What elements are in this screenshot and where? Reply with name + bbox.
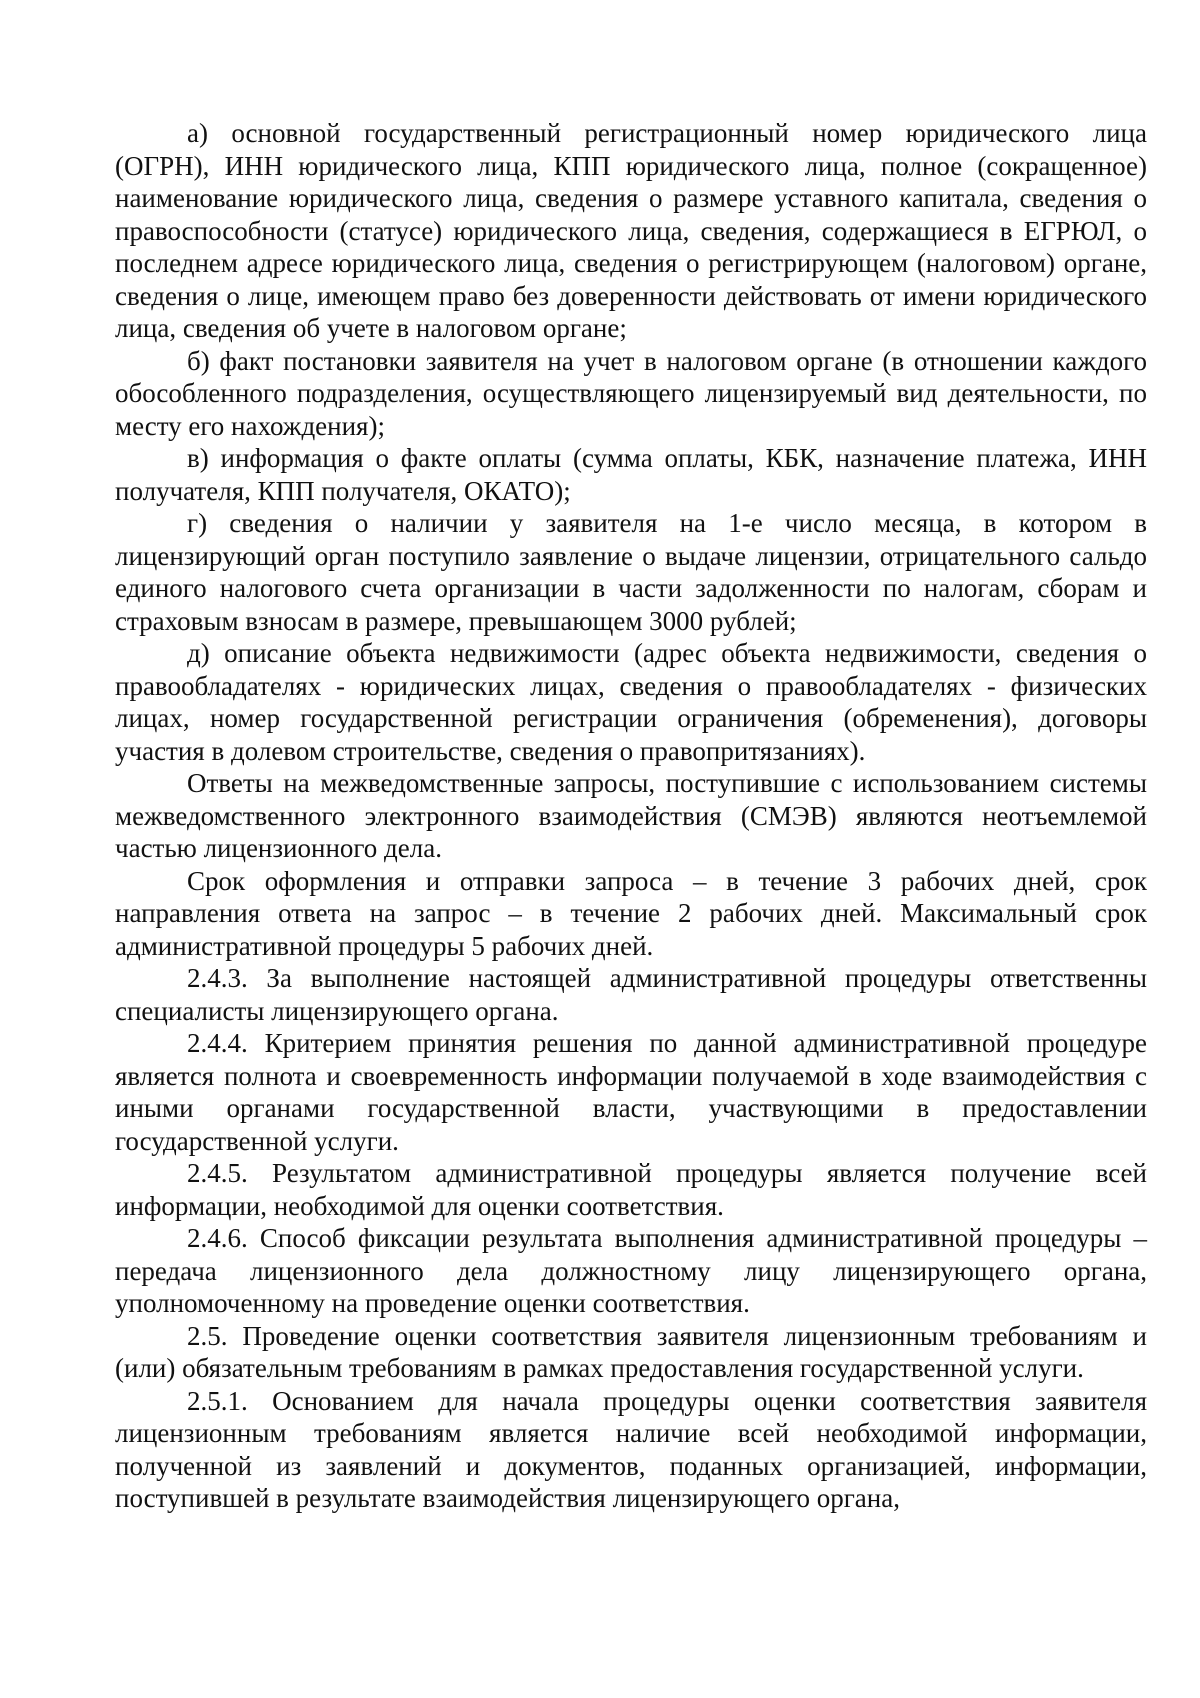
paragraph-item-g: г) сведения о наличии у заявителя на 1-е число месяца, в котором в лицензирующий орган поступило заявление о выдаче лицензии, отрицательного сальдо единого налогового счета организации в части задолженности по налогам, сборам и страховым взносам в размере, превышающем 3000 рублей; bbox=[115, 508, 1147, 636]
paragraph-item-b: б) факт постановки заявителя на учет в налоговом органе (в отношении каждого обособленного подразделения, осуществляющего лицензируемый вид деятельности, по месту его нахождения); bbox=[115, 345, 1147, 441]
paragraph-2-4-5: 2.4.5. Результатом административной процедуры является получение всей информации, необходимой для оценки соответствия. bbox=[115, 1158, 1147, 1221]
document-body bbox=[115, 117, 1147, 1515]
paragraph-2-4-3: 2.4.3. За выполнение настоящей административной процедуры ответственны специалисты лицензирующего органа. bbox=[115, 963, 1147, 1026]
paragraph-item-d: д) описание объекта недвижимости (адрес объекта недвижимости, сведения о правообладателях - юридических лицах, сведения о правообладателях - физических лицах, номер государственной регистрации ограничения (обременения), договоры участия в долевом строительстве, сведения о правопритязаниях). bbox=[115, 638, 1147, 766]
paragraph-smev-answers: Ответы на межведомственные запросы, поступившие с использованием системы межведомственного электронного взаимодействия (СМЭВ) являются неотъемлемой частью лицензионного дела. bbox=[115, 768, 1147, 863]
paragraph-2-5-1: 2.5.1. Основанием для начала процедуры оценки соответствия заявителя лицензионным требованиям является наличие всей необходимой информации, полученной из заявлений и документов, поданных организацией, информации, поступившей в результате взаимодействия лицензирующего органа, bbox=[115, 1385, 1147, 1513]
paragraph-2-5: 2.5. Проведение оценки соответствия заявителя лицензионным требованиям и (или) обязательным требованиям в рамках предоставления государственной услуги. bbox=[115, 1320, 1147, 1383]
paragraph-item-v: в) информация о факте оплаты (сумма оплаты, КБК, назначение платежа, ИНН получателя, КПП получателя, ОКАТО); bbox=[115, 443, 1147, 506]
paragraph-2-4-4: 2.4.4. Критерием принятия решения по данной административной процедуре является полнота и своевременность информации получаемой в ходе взаимодействия с иными органами государственной власти, участвующими в предоставлении государственной услуги. bbox=[115, 1028, 1147, 1156]
paragraph-item-a: а) основной государственный регистрационный номер юридического лица (ОГРН), ИНН юридического лица, КПП юридического лица, полное (сокращенное) наименование юридического лица, сведения о размере уставного капитала, сведения о правоспособности (статусе) юридического лица, сведения, содержащиеся в ЕГРЮЛ, о последнем адресе юридического лица, сведения о регистрирующем (налоговом) органе, сведения о лице, имеющем право без доверенности действовать от имени юридического лица, сведения об учете в налоговом органе; bbox=[115, 118, 1147, 343]
paragraph-2-4-6: 2.4.6. Способ фиксации результата выполнения административной процедуры – передача лицензионного дела должностному лицу лицензирующего органа, уполномоченному на проведение оценки соответствия. bbox=[115, 1223, 1147, 1318]
paragraph-request-deadline: Срок оформления и отправки запроса – в течение 3 рабочих дней, срок направления ответа на запрос – в течение 2 рабочих дней. Максимальный срок административной процедуры 5 рабочих дней. bbox=[115, 865, 1147, 961]
